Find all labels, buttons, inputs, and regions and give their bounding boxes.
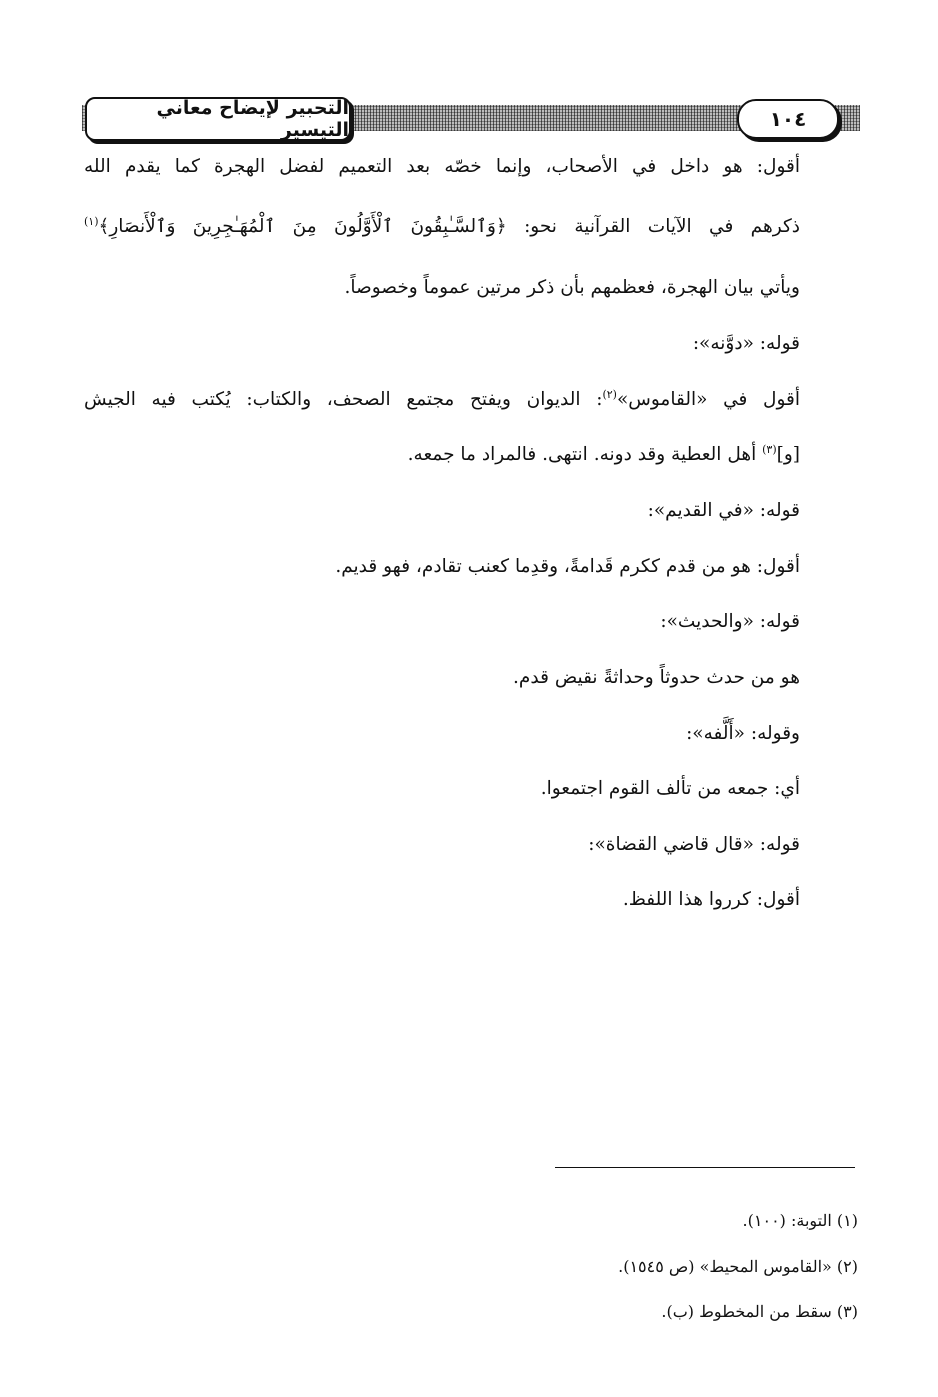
heading-al-hadith: قوله: «والحديث»: xyxy=(660,611,800,632)
heading-dawwanahu: قوله: «دوَّنه»: xyxy=(692,333,800,354)
text-line-6-rest: أهل العطية وقد دونه. انتهى. فالمراد ما جمعه. xyxy=(407,444,763,465)
text-line-10: هو من حدث حدوثاً وحداثةً نقيض قدم. xyxy=(513,667,800,688)
footnote-separator xyxy=(555,1167,855,1168)
footnote-1: (١) التوبة: (١٠٠). xyxy=(742,1211,858,1230)
text-line-2 xyxy=(84,213,800,241)
footnote-ref-3: (٣) xyxy=(762,442,777,456)
footnote-ref-2: (٢) xyxy=(602,387,617,401)
text-line-3: ويأتي بيان الهجرة، فعظمهم بأن ذكر مرتين عموماً وخصوصاً. xyxy=(344,277,800,298)
text-line-6 xyxy=(408,441,800,469)
heading-qadi-al-qudat: قوله: «قال قاضي القضاة»: xyxy=(588,834,800,855)
quran-verse-line: ذكرهم في الآيات القرآنية نحو: ﴿وَٱلسَّـٰبِقُونَ ٱلْأَوَّلُونَ مِنَ ٱلْمُهَـٰجِرِينَ وَٱلْأَنصَارِ﴾ xyxy=(98,216,800,237)
text-line-8: أقول: هو من قدم ككرم قَدامةً، وقدِما كعنب تقادم، فهو قديم. xyxy=(335,556,800,577)
footnote-3: (٣) سقط من المخطوط (ب). xyxy=(661,1302,858,1321)
text-line-5-start: أقول في «القاموس» xyxy=(616,389,800,410)
footnote-2: (٢) «القاموس المحيط» (ص ١٥٤٥). xyxy=(618,1257,858,1276)
text-line-12: أي: جمعه من تألف القوم اجتمعوا. xyxy=(540,778,800,799)
page-header xyxy=(82,93,860,143)
text-line-5-end: : الديوان ويفتح مجتمع الصحف، والكتاب: يُكتب فيه الجيش xyxy=(84,389,603,410)
text-line-1: أقول: هو داخل في الأصحاب، وإنما خصّه بعد التعميم لفضل الهجرة كما يقدم الله xyxy=(84,156,800,177)
text-line-14: أقول: كرروا هذا اللفظ. xyxy=(622,889,800,910)
book-title: التحبير لإيضاح معاني التيسير xyxy=(85,97,351,141)
page-number: ١٠٤ xyxy=(737,99,839,139)
footnote-ref-1: (١) xyxy=(84,214,99,228)
heading-al-qadim: قوله: «في القديم»: xyxy=(647,500,800,521)
bracket-waw: [و] xyxy=(776,444,800,465)
text-line-5 xyxy=(84,386,800,414)
heading-allafahu: وقوله: «أَلَّفه»: xyxy=(686,723,800,744)
